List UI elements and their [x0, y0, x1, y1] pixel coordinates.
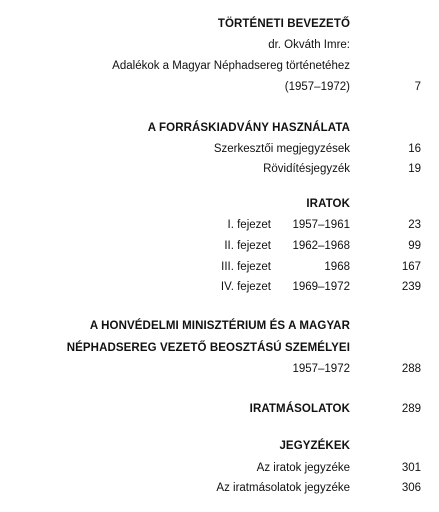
chapter-years: 1968	[324, 261, 350, 273]
chapter-label: I. fejezet	[227, 219, 271, 231]
section-heading: IRATMÁSOLATOK	[249, 403, 350, 415]
chapter-years: 1969–1972	[292, 281, 350, 293]
article-years: (1957–1972)	[284, 81, 350, 93]
chapter-label: III. fejezet	[221, 261, 271, 273]
toc-entry[interactable]	[0, 461, 439, 475]
page-number: 288	[401, 363, 421, 375]
section-heading: TÖRTÉNETI BEVEZETŐ	[217, 18, 350, 30]
section-heading: A FORRÁSKIADVÁNY HASZNÁLATA	[147, 122, 350, 134]
toc-entry[interactable]	[0, 402, 439, 416]
page-number: 19	[408, 163, 421, 175]
section-heading: A HONVÉDELMI MINISZTÉRIUM ÉS A MAGYAR	[89, 320, 350, 332]
entry-label: Rövidítésjegyzék	[263, 163, 350, 175]
documents-heading-row	[0, 197, 439, 211]
toc-entry[interactable]	[0, 239, 439, 253]
page-number: 16	[408, 143, 421, 155]
officers-heading-row-2	[0, 341, 439, 355]
toc-entry[interactable]	[0, 162, 439, 176]
section-heading: NÉPHADSEREG VEZETŐ BEOSZTÁSÚ SZEMÉLYEI	[66, 342, 350, 354]
toc-entry[interactable]	[0, 280, 439, 294]
toc-entry[interactable]	[0, 142, 439, 156]
section-heading: JEGYZÉKEK	[279, 440, 350, 452]
entry-label: Az iratmásolatok jegyzéke	[216, 482, 350, 494]
page-number: 23	[408, 219, 421, 231]
page-number: 289	[401, 403, 421, 415]
page-number: 239	[401, 281, 421, 293]
page-number: 167	[401, 261, 421, 273]
indexes-heading-row	[0, 439, 439, 453]
toc-entry[interactable]	[0, 362, 439, 376]
chapter-label: II. fejezet	[224, 240, 271, 252]
author-name: dr. Okváth Imre:	[268, 39, 350, 51]
page-number: 99	[408, 240, 421, 252]
toc-entry[interactable]	[0, 260, 439, 274]
intro-heading-row	[0, 17, 439, 31]
page-number: 306	[401, 482, 421, 494]
toc-entry[interactable]	[0, 481, 439, 495]
article-title: Adalékok a Magyar Néphadsereg történetéhez	[112, 60, 350, 72]
entry-years: 1957–1972	[292, 363, 350, 375]
page-number: 301	[401, 462, 421, 474]
officers-heading-row-1	[0, 319, 439, 333]
page-number: 7	[414, 81, 421, 93]
entry-label: Szerkesztői megjegyzések	[213, 143, 350, 155]
intro-title-row	[0, 59, 439, 73]
intro-author-row	[0, 38, 439, 52]
section-heading: IRATOK	[306, 198, 350, 210]
toc-entry[interactable]	[0, 80, 439, 94]
entry-label: Az iratok jegyzéke	[256, 462, 350, 474]
chapter-label: IV. fejezet	[220, 281, 271, 293]
chapter-years: 1962–1968	[292, 240, 350, 252]
chapter-years: 1957–1961	[292, 219, 350, 231]
toc-entry[interactable]	[0, 218, 439, 232]
usage-heading-row	[0, 121, 439, 135]
